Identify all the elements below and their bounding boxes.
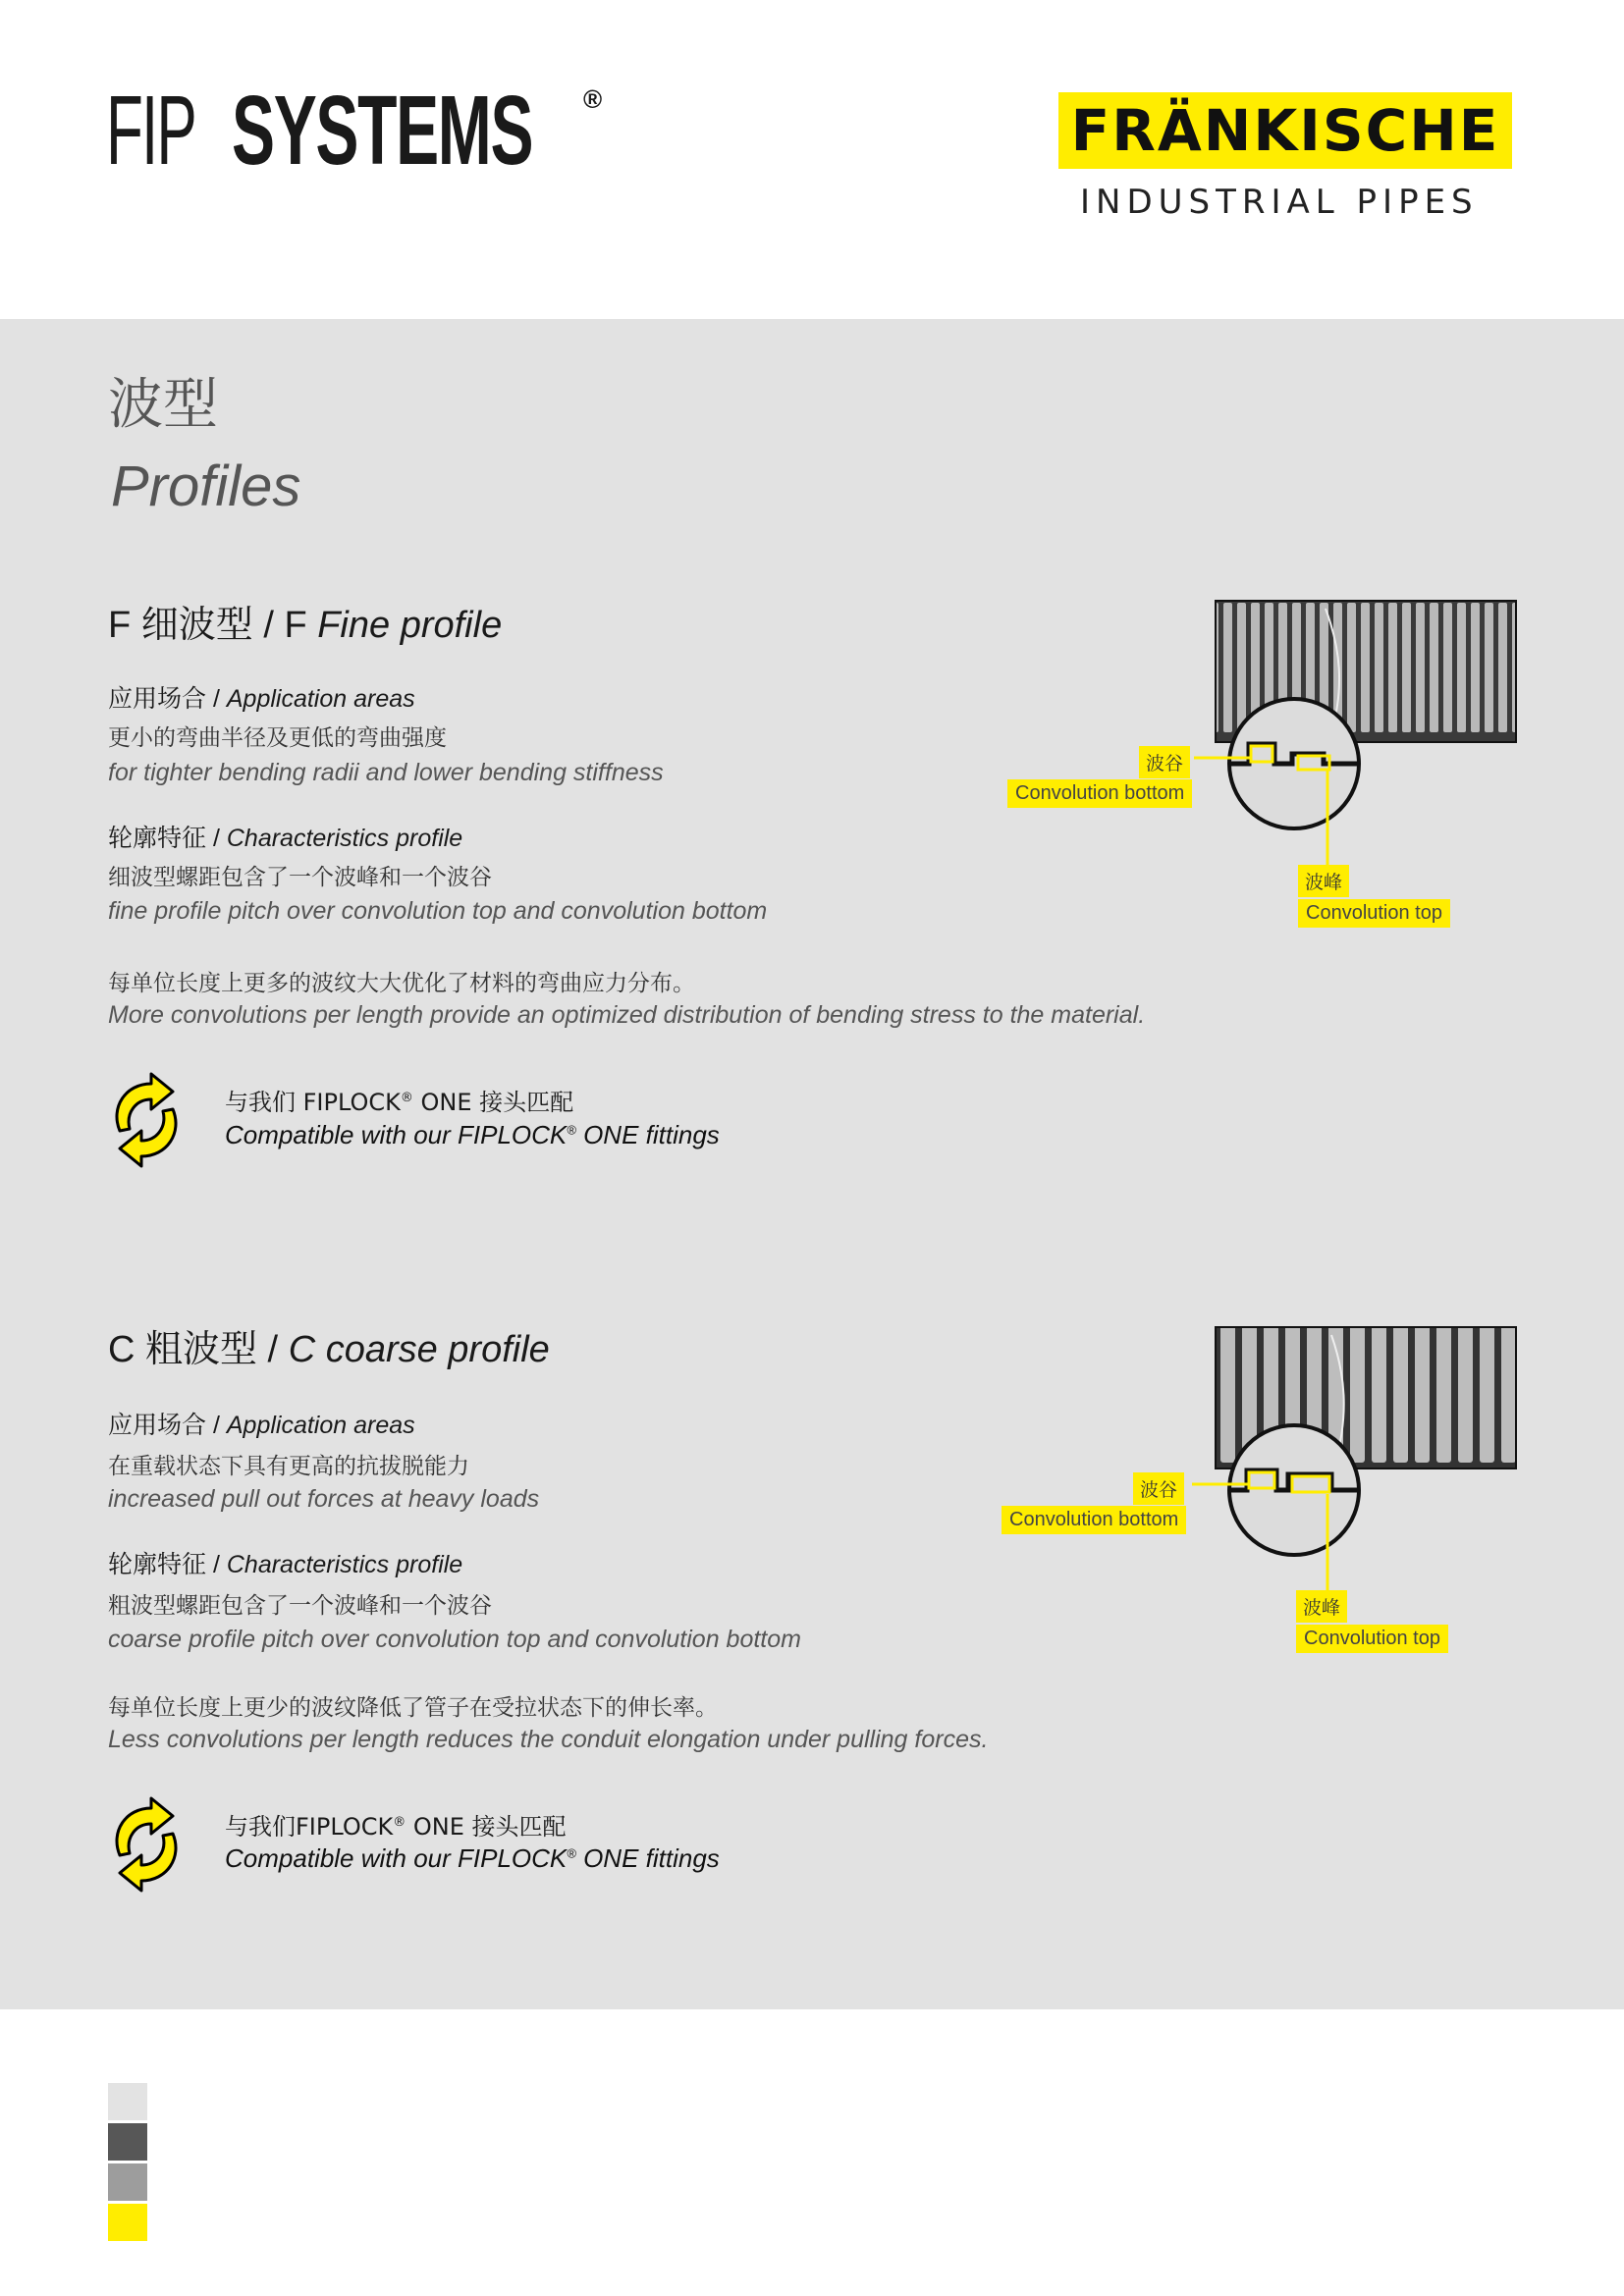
fiplock-compat-icon	[106, 1070, 187, 1170]
characteristics-text-en: coarse profile pitch over convolution top and convolution bottom	[108, 1626, 801, 1653]
application-label-cn: 应用场合 /	[108, 685, 220, 713]
page-title-en: Profiles	[111, 454, 301, 518]
convolution-bottom-tag-cn: 波谷	[1139, 746, 1190, 778]
convolution-top-tag-en: Convolution top	[1298, 899, 1450, 928]
compat-text-cn	[225, 1807, 567, 1842]
swatch-mid-grey	[108, 2163, 147, 2201]
compat-en-post: ONE fittings	[575, 1843, 720, 1873]
section-title-en: C coarse profile	[288, 1329, 550, 1370]
swatch-yellow	[108, 2204, 147, 2241]
fip-logo-bold: SYSTEMS	[232, 76, 533, 186]
application-text-en: increased pull out forces at heavy loads	[108, 1485, 540, 1513]
swatch-dark-grey	[108, 2123, 147, 2161]
compat-cn-post: ONE 接头匹配	[406, 1813, 567, 1841]
coarse-profile-illustration	[1001, 1315, 1532, 1669]
swatch-light-grey	[108, 2083, 147, 2120]
application-label-en: Application areas	[226, 1412, 415, 1439]
characteristics-label-cn: 轮廓特征 /	[108, 1551, 220, 1578]
convolution-top-tag-cn: 波峰	[1298, 865, 1349, 897]
section-title-en: Fine profile	[317, 605, 503, 646]
registered-mark: ®	[400, 1091, 413, 1105]
section-title-fine	[108, 594, 502, 648]
compat-text-en	[225, 1120, 720, 1150]
characteristics-label	[108, 1545, 462, 1580]
section-title-cn: F 细波型 / F	[108, 605, 307, 646]
application-text-cn: 在重载状态下具有更高的抗拔脱能力	[108, 1454, 469, 1479]
compat-cn-pre: 与我们FIPLOCK	[225, 1813, 394, 1841]
characteristics-label-en: Characteristics profile	[226, 825, 463, 852]
convolution-top-tag-cn: 波峰	[1296, 1590, 1347, 1623]
coarse-profile-diagram	[1001, 1315, 1532, 1669]
registered-mark: ®	[567, 1845, 576, 1861]
fip-logo-light: FIP	[106, 76, 195, 186]
summary-cn: 每单位长度上更多的波纹大大优化了材料的弯曲应力分布。	[108, 971, 695, 996]
characteristics-text-cn: 粗波型螺距包含了一个波峰和一个波谷	[108, 1593, 492, 1619]
fine-profile-diagram	[1001, 589, 1532, 942]
compat-cn-post: ONE 接头匹配	[412, 1089, 574, 1116]
compat-en-post: ONE fittings	[575, 1120, 720, 1149]
summary-cn: 每单位长度上更少的波纹降低了管子在受拉状态下的伸长率。	[108, 1695, 718, 1721]
fiplock-compat-icon	[106, 1794, 187, 1895]
content-band	[0, 319, 1624, 2009]
compat-text-cn	[225, 1083, 573, 1117]
fip-logo-registered: ®	[583, 84, 603, 114]
compat-en-pre: Compatible with our FIPLOCK	[225, 1843, 568, 1873]
page-title-cn: 波型	[108, 373, 218, 437]
fine-profile-illustration	[1001, 589, 1532, 942]
application-label	[108, 679, 415, 715]
fipsystems-logo	[106, 76, 603, 186]
registered-mark: ®	[567, 1122, 576, 1138]
section-title-cn: C 粗波型 /	[108, 1329, 279, 1370]
application-text-cn: 更小的弯曲半径及更低的弯曲强度	[108, 725, 447, 751]
fraenkische-subtitle: INDUSTRIAL PIPES	[1080, 183, 1479, 222]
application-label	[108, 1406, 415, 1441]
characteristics-text-en: fine profile pitch over convolution top and convolution bottom	[108, 897, 768, 925]
convolution-top-tag-en: Convolution top	[1296, 1625, 1448, 1653]
convolution-bottom-tag-en: Convolution bottom	[1001, 1506, 1186, 1534]
compat-en-pre: Compatible with our FIPLOCK	[225, 1120, 568, 1149]
registered-mark: ®	[393, 1815, 406, 1830]
compat-cn-pre: 与我们 FIPLOCK	[225, 1089, 401, 1116]
compat-text-en	[225, 1843, 720, 1874]
characteristics-label-cn: 轮廓特征 /	[108, 825, 220, 852]
fraenkische-logo: FRÄNKISCHE	[1058, 92, 1512, 169]
application-text-en: for tighter bending radii and lower bending stiffness	[108, 759, 664, 786]
characteristics-text-cn: 细波型螺距包含了一个波峰和一个波谷	[108, 865, 492, 890]
summary-en: Less convolutions per length reduces the conduit elongation under pulling forces.	[108, 1726, 989, 1753]
application-label-cn: 应用场合 /	[108, 1412, 220, 1439]
convolution-bottom-tag-cn: 波谷	[1133, 1472, 1184, 1505]
section-title-coarse	[108, 1318, 550, 1372]
summary-en: More convolutions per length provide an optimized distribution of bending stress to the material.	[108, 1001, 1146, 1029]
characteristics-label-en: Characteristics profile	[226, 1551, 463, 1578]
convolution-bottom-tag-en: Convolution bottom	[1007, 779, 1192, 808]
characteristics-label	[108, 819, 462, 854]
application-label-en: Application areas	[226, 685, 415, 713]
